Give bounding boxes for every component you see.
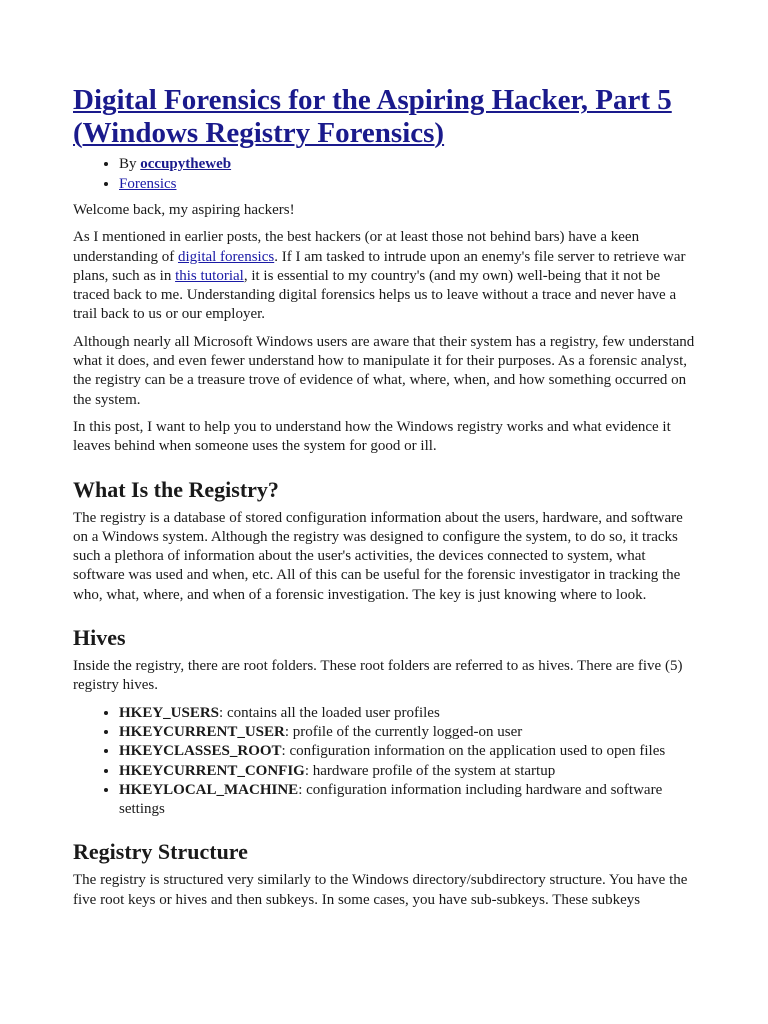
digital-forensics-link[interactable]: digital forensics [177, 248, 275, 265]
section-heading-hives: Hives [73, 625, 126, 651]
section-heading-registry: What Is the Registry? [73, 476, 279, 502]
author-link[interactable]: occupytheweb [140, 156, 232, 172]
hive-key: HKEYCURRENT_USER [119, 723, 285, 740]
hive-description: : configuration information on the application used to open files [281, 743, 666, 760]
hive-description: : hardware profile of the system at startup [304, 762, 556, 779]
hive-key: HKEYLOCAL_MACHINE [119, 781, 299, 798]
category-link[interactable]: Forensics [119, 175, 177, 192]
hive-key: HKEYCURRENT_CONFIG [119, 762, 305, 779]
hive-key: HKEYCLASSES_ROOT [119, 743, 282, 760]
byline-label: By [119, 156, 141, 172]
article-title-link[interactable]: Digital Forensics for the Aspiring Hacker, Part 5 (Windows Registry Forensics) [73, 84, 672, 149]
intro-paragraph: Welcome back, my aspiring hackers! [73, 202, 295, 218]
section-body-structure: The registry is structured very similarly to the Windows directory/subdirectory structure. You have the five root keys or hives and then subkeys. In some cases, you have sub-subkeys. These subkeys [73, 872, 688, 908]
paragraph-1-text-b: . If I am tasked to intrude upon an enemy's file server to retrieve war plans, such as in [73, 248, 686, 284]
author-byline [119, 155, 695, 175]
list-item [119, 704, 695, 723]
hives-list [73, 704, 695, 820]
list-item [119, 781, 695, 820]
this-tutorial-link[interactable]: this tutorial [175, 267, 244, 284]
paragraph-2: Although nearly all Microsoft Windows users are aware that their system has a registry, few understand what it does, and even fewer understand how to manipulate it for their purposes. As a forensic analyst, the registry can be a treasure trove of evidence of what, where, when, and how something occurred on the system. [73, 333, 695, 408]
section-body-hives: Inside the registry, there are root folders. These root folders are referred to as hives. There are five (5) registry hives. [73, 658, 683, 694]
article-meta [73, 155, 695, 194]
paragraph-1-text-a: As I mentioned in earlier posts, the best hackers (or at least those not behind bars) have a keen understanding of [73, 229, 640, 265]
hive-key: HKEY_USERS [119, 704, 220, 721]
list-item [119, 742, 695, 761]
hive-description: : configuration information including hardware and software settings [119, 781, 663, 818]
paragraph-1 [73, 228, 695, 324]
article [73, 84, 695, 910]
paragraph-3: In this post, I want to help you to understand how the Windows registry works and what evidence it leaves behind when someone uses the system for good or ill. [73, 418, 671, 455]
section-body-registry: The registry is a database of stored configuration information about the users, hardware, and software on a Windows system. Although the registry was designed to configure the system, to do so, it tracks such a plethora of information about the user's activities, the devices connected to system, what software was used and when, etc. All of this can be useful for the forensic investigator in tracking the who, what, where, and when of a forensic investigation. The key is just knowing where to look. [73, 509, 683, 603]
hive-description: : profile of the currently logged-on user [284, 723, 523, 740]
list-item [119, 762, 695, 781]
section-heading-structure: Registry Structure [73, 839, 248, 865]
paragraph-1-text-c: , it is essential to my country's (and my own) well-being that it not be traced back to me. Understanding digital forensics helps us to leave without a trace and never have a trail back to us or our employer. [73, 267, 677, 323]
category-item [119, 175, 695, 195]
article-title [73, 84, 695, 150]
hive-description: : contains all the loaded user profiles [219, 704, 440, 721]
list-item [119, 723, 695, 742]
